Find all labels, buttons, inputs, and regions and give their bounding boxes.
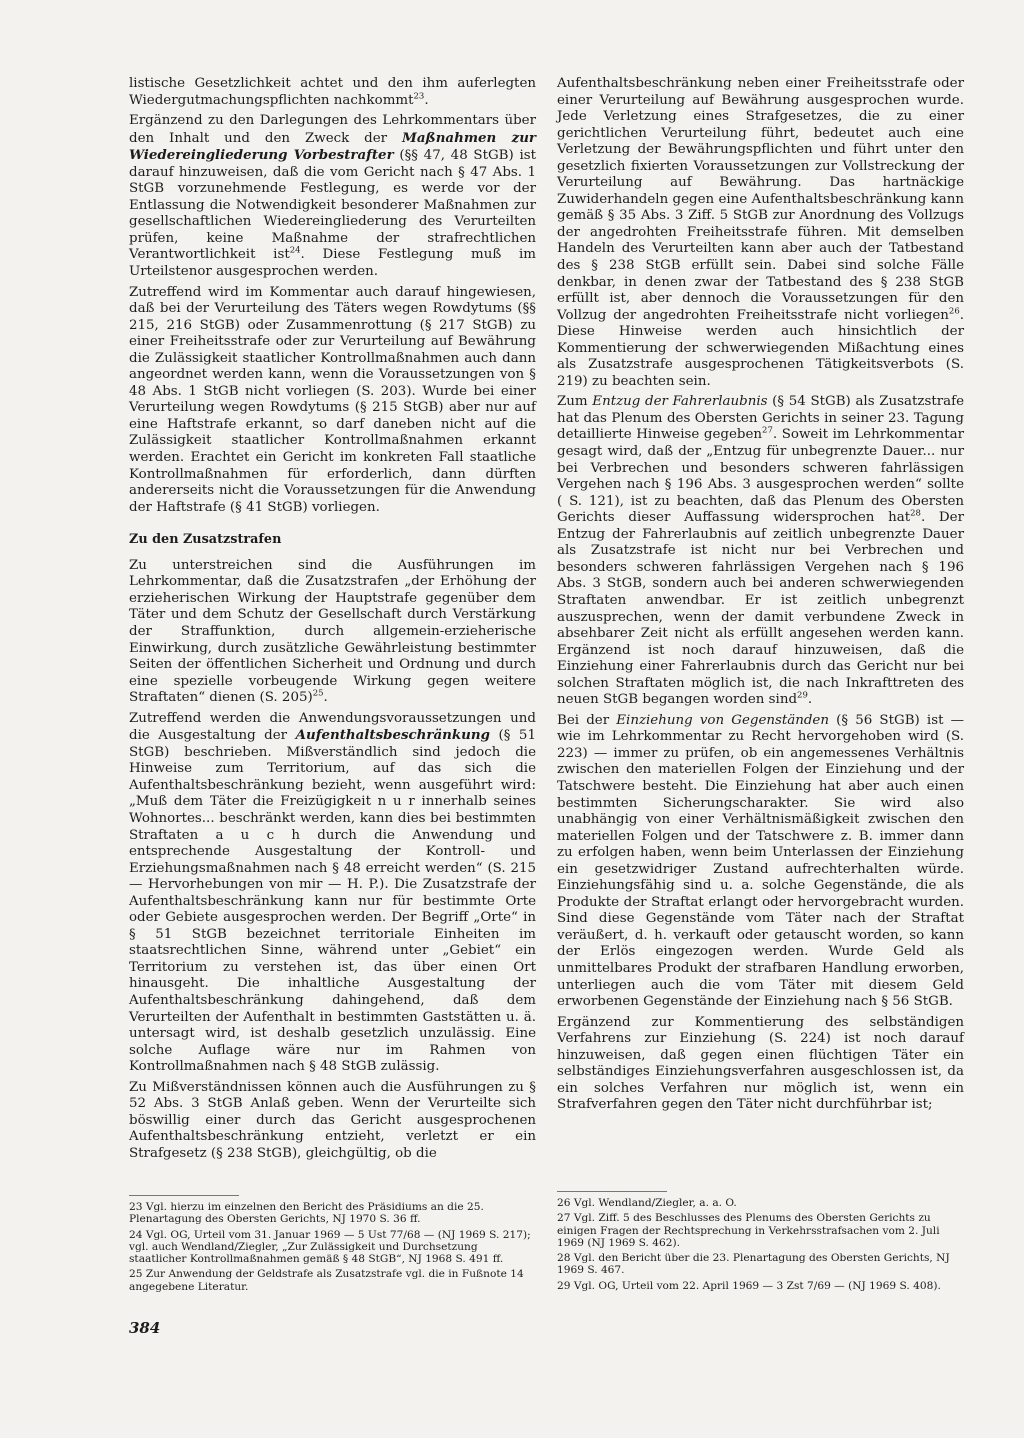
paragraph: Zum Entzug der Fahrerlaubnis (§ 54 StGB) als Zusatzstrafe hat das Plenum des Obersten Gerichts in seiner 23. Tagung detaillierte Hinweise gegeben$^{27}$. Soweit im Lehrkommentar gesagt wird, daß der „Entzug für unbegrenzte Dauer... nur bei Verbrechen und besonders schweren fahrlässigen Vergehen nach § 196 Abs. 3 ausgesprochen werden“ sollte ( S. 121), ist zu beachten, daß das Plenum des Obersten Gerichts dieser Auffassung widersprochen hat$^{28}$. Der Entzug der Fahrerlaubnis auf zeitlich unbegrenzte Dauer als Zusatzstrafe ist nicht nur bei Verbrechen und besonders schweren fahrlässigen Vergehen nach § 196 Abs. 3 StGB, sondern auch bei anderen schwerwiegenden Straftaten anwendbar. Er ist zeitlich unbegrenzt auszusprechen, wenn der damit verbundene Zweck in absehbarer Zeit nicht als erfüllt angesehen werden kann. Ergänzend ist noch darauf hinzuweisen, daß die Einziehung einer Fahrerlaubnis durch das Gericht nur bei solchen Straftaten möglich ist, die nach Inkrafttreten des neuen StGB begangen worden sind$^{29}$. [557,394,964,708]
paragraph: listische Gesetzlichkeit achtet und den ihm auferlegten Wiedergutmachungspflichten nachkommt$^{23}$. [129,76,536,108]
paragraph: Ergänzend zur Kommentierung des selbständigen Verfahrens zur Einziehung (S. 224) ist noch darauf hinzuweisen, daß gegen einen flüchtigen Täter ein selbständiges Einziehungsverfahren ausgeschlossen ist, da ein solches Verfahren nur möglich ist, wenn ein Strafverfahren gegen den Täter nicht durchführbar ist; [557,1014,964,1113]
footnote-ref[interactable]: 29 [797,690,808,701]
footnotes-left [129,1195,536,1296]
footnote-ref[interactable]: 25 [312,688,324,699]
footnote: 28 Vgl. den Bericht über die 23. Plenartagung des Obersten Gerichts, NJ 1969 S. 467. [557,1252,950,1277]
paragraph: Ergänzend zu den Darlegungen des Lehrkommentars über den Inhalt und den Zweck der Maßnahmen zur Wiedereingliederung Vorbestrafter (§§ 47, 48 StGB) ist darauf hinzuweisen, daß die vom Gericht nach § 47 Abs. 1 StGB vorzunehmende Festlegung, es werde vor der Entlassung die Notwendigkeit besonderer Maßnahmen zur gesellschaftlichen Wiedereingliederung des Verurteilten prüfen, keine Maßnahme der strafrechtlichen Verantwortlichkeit ist$^{24}$. Diese Festlegung muß im Urteilstenor ausgesprochen werden. [129,113,537,280]
footnote: 27 Vgl. Ziff. 5 des Beschlusses des Plenums des Obersten Gerichts zu einigen Fragen der Rechtsprechung in Verkehrsstrafsachen vom 2. Juli 1969 (NJ 1969 S. 462). [557,1212,940,1249]
emphasis-term: Entzug der Fahrerlaubnis [592,394,768,410]
footnote: 23 Vgl. hierzu im einzelnen den Bericht des Präsidiums an die 25. Plenartagung des Obersten Gerichts, NJ 1970 S. 36 ff. [129,1201,484,1226]
footnote-divider [557,1191,667,1192]
paragraph: Zutreffend wird im Kommentar auch darauf hingewiesen, daß bei der Verurteilung des Täters wegen Rowdytums (§§ 215, 216 StGB) oder Zusammenrottung (§ 217 StGB) zu einer Freiheitsstrafe oder zur Verurteilung auf Bewährung die Zulässigkeit staatlicher Kontrollmaßnahmen auch dann angeordnet werden kann, wenn die Voraussetzungen von § 48 Abs. 1 StGB nicht vorliegen (S. 203). Wurde bei einer Verurteilung wegen Rowdytums (§ 215 StGB) aber nur auf eine Haftstrafe erkannt, so darf daneben nicht auf die Zulässigkeit staatlicher Kontrollmaßnahmen erkannt werden. Erachtet ein Gericht im konkreten Fall staatliche Kontrollmaßnahmen für erforderlich, dann dürften andererseits nicht die Voraussetzungen für die Anwendung der Haftstrafe (§ 41 StGB) vorliegen. [129,284,536,515]
page-number: 384 [129,1319,161,1337]
footnote: 26 Vgl. Wendland/Ziegler, a. a. O. [557,1197,737,1209]
footnote: 25 Zur Anwendung der Geldstrafe als Zusatzstrafe vgl. die in Fußnote 14 angegebene Literatur. [129,1268,524,1293]
paragraph: Zu Mißverständnissen können auch die Ausführungen zu § 52 Abs. 3 StGB Anlaß geben. Wenn der Verurteilte sich böswillig einer durch das Gericht ausgesprochenen Aufenthaltsbeschränkung entzieht, verletzt er ein Strafgesetz (§ 238 StGB), gleichgültig, ob die [129,1079,536,1161]
right-column [557,76,964,1118]
paragraph: Aufenthaltsbeschränkung neben einer Freiheitsstrafe oder einer Verurteilung auf Bewährung ausgesprochen wurde. Jede Verletzung eines Strafgesetzes, die zu einer gerichtlichen Verurteilung führt, bedeutet auch eine Verletzung der Bewährungspflichten und führt unter den gesetzlich fixierten Voraussetzungen zur Vollstreckung der Verurteilung auf Bewährung. Das hartnäckige Zuwiderhandeln gegen eine Aufenthaltsbeschränkung kann gemäß § 35 Abs. 3 Ziff. 5 StGB zur Anordnung des Vollzugs der angedrohten Freiheitsstrafe führen. Mit demselben Handeln des Verurteilten kann aber auch der Tatbestand des § 238 StGB erfüllt sein. Dabei sind solche Fälle denkbar, in denen zwar der Tatbestand des § 238 StGB erfüllt ist, aber dennoch die Voraussetzungen für den Vollzug der angedrohten Freiheitsstrafe nicht vorliegen$^{26}$. Diese Hinweise werden auch hinsichtlich der Kommentierung der schwerwiegenden Mißachtung eines als Zusatzstrafe ausgesprochenen Tätigkeitsverbots (S. 219) zu beachten sein. [557,76,964,389]
footnote: 29 Vgl. OG, Urteil vom 22. April 1969 — 3 Zst 7/69 — (NJ 1969 S. 408). [557,1279,941,1292]
footnote-ref[interactable]: 28 [910,508,921,519]
footnotes-right [557,1191,964,1295]
footnote-ref[interactable]: 23 [413,91,425,102]
footnote: 24 Vgl. OG, Urteil vom 31. Januar 1969 — 5 Ust 77/68 — (NJ 1969 S. 217); vgl. auch Wendland/Ziegler, „Zur Zulässigkeit und Durchsetzung staatlicher Kontrollmaßnahmen gemäß § 48 StGB“, NJ 1968 S. 491 ff. [129,1228,531,1266]
footnote-ref[interactable]: 27 [762,426,773,437]
paragraph: Zu unterstreichen sind die Ausführungen im Lehrkommentar, daß die Zusatzstrafen „der Erhöhung der erzieherischen Wirkung der Hauptstrafe gegenüber dem Täter und dem Schutz der Gesellschaft durch Verstärkung der Straffunktion, durch allgemein-erzieherische Einwirkung, durch zusätzliche Gewährleistung bestimmter Seiten der öffentlichen Sicherheit und Ordnung und durch eine spezielle vorbeugende Wirkung gegen weitere Straftaten“ dienen (S. 205)$^{25}$. [129,557,536,706]
section-heading: Zu den Zusatzstrafen [129,532,282,548]
left-column [129,76,536,1166]
emphasis-term: Aufenthaltsbeschränkung [295,727,491,744]
emphasis-term: Maßnahmen zur Wiedereingliederung Vorbestrafter [129,129,536,164]
paragraph: Zutreffend werden die Anwendungsvoraussetzungen und die Ausgestaltung der Aufenthaltsbeschränkung (§ 51 StGB) beschrieben. Mißverständlich sind jedoch die Hinweise zum Territorium, auf das sich die Aufenthaltsbeschränkung bezieht, wenn ausgeführt wird: „Muß dem Täter die Freizügigkeit n u r innerhalb seines Wohnortes... beschränkt werden, kann dies bei bestimmten Straftaten a u c h durch die Anwendung und entsprechende Ausgestaltung der Kontroll- und Erziehungsmaßnahmen nach § 48 erreicht werden“ (S. 215 — Hervorhebungen von mir — H. P.). Die Zusatzstrafe der Aufenthaltsbeschränkung kann nur für bestimmte Orte oder Gebiete ausgesprochen werden. Der Begriff „Orte“ in § 51 StGB bezeichnet territoriale Einheiten im staatsrechtlichen Sinne, während unter „Gebiet“ ein Territorium zu verstehen ist, das über einen Ort hinausgeht. Die inhaltliche Ausgestaltung der Aufenthaltsbeschränkung dahingehend, daß dem Verurteilten der Aufenthalt in bestimmten Gaststätten u. ä. untersagt wird, ist deshalb gesetzlich unzulässig. Eine solche Auflage wäre nur im Rahmen von Kontrollmaßnahmen nach § 48 StGB zulässig. [129,710,536,1075]
footnote-ref[interactable]: 26 [948,306,960,317]
emphasis-term: Einziehung von Gegenständen [616,712,829,728]
paragraph: Bei der Einziehung von Gegenständen (§ 56 StGB) ist — wie im Lehrkommentar zu Recht hervorgehoben wird (S. 223) — immer zu prüfen, ob ein angemessenes Verhältnis zwischen den materiellen Folgen der Einziehung und der Tatschwere besteht. Die Einziehung hat aber auch einen bestimmten Sicherungscharakter. Sie wird also unabhängig von einer Verhältnismäßigkeit zwischen den materiellen Folgen und der Tatschwere z. B. immer dann zu erfolgen haben, wenn beim Unterlassen der Einziehung ein gesetzwidriger Zustand aufrechterhalten würde. Einziehungsfähig sind u. a. solche Gegenstände, die als Produkte der Straftat erlangt oder hervorgebracht wurden. Sind diese Gegenstände vom Täter nach der Straftat veräußert, d. h. verkauft oder getauscht worden, so kann der Erlös eingezogen werden. Wurde Geld als unmittelbares Produkt der strafbaren Handlung erworben, unterliegen auch die vom Täter mit diesem Geld erworbenen Gegenstände der Einziehung nach § 56 StGB. [557,712,965,1010]
footnote-divider [129,1195,239,1196]
footnote-ref[interactable]: 24 [289,246,301,256]
